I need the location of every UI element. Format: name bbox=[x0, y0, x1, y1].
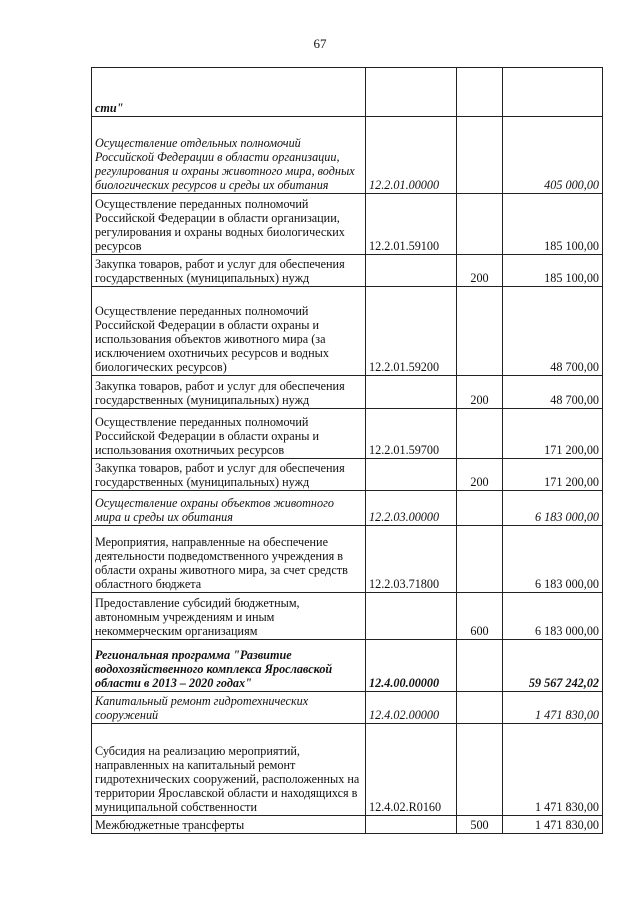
row-code bbox=[366, 459, 457, 491]
row-name: Региональная программа "Развитие водохозяйственного комплекса Ярославской области в 2013 – 2020 годах" bbox=[92, 640, 366, 692]
row-name: Осуществление переданных полномочий Российской Федерации в области охраны и использования охотничьих ресурсов bbox=[92, 409, 366, 459]
row-name: Субсидия на реализацию мероприятий, направленных на капитальный ремонт гидротехнических сооружений, расположенных на территории Ярославской области и находящихся в муниципальной собственности bbox=[92, 724, 366, 816]
row-amount: 59 567 242,02 bbox=[503, 640, 603, 692]
row-amount: 171 200,00 bbox=[503, 459, 603, 491]
row-expense-type: 500 bbox=[457, 816, 503, 834]
row-amount bbox=[503, 68, 603, 117]
row-code bbox=[366, 376, 457, 409]
row-name: Осуществление охраны объектов животного мира и среды их обитания bbox=[92, 491, 366, 526]
table-row bbox=[92, 376, 603, 409]
row-expense-type: 200 bbox=[457, 376, 503, 409]
table-row bbox=[92, 816, 603, 834]
row-expense-type bbox=[457, 724, 503, 816]
table-row bbox=[92, 724, 603, 816]
row-name: Осуществление переданных полномочий Российской Федерации в области охраны и использования объектов животного мира (за исключением охотничьих ресурсов и водных биологических ресурсов) bbox=[92, 287, 366, 376]
row-name: Закупка товаров, работ и услуг для обеспечения государственных (муниципальных) нужд bbox=[92, 459, 366, 491]
row-amount: 171 200,00 bbox=[503, 409, 603, 459]
table-row bbox=[92, 409, 603, 459]
row-expense-type: 200 bbox=[457, 255, 503, 287]
row-expense-type bbox=[457, 117, 503, 194]
row-name: Мероприятия, направленные на обеспечение деятельности подведомственного учреждения в области охраны животного мира, за счет средств областного бюджета bbox=[92, 526, 366, 593]
row-amount: 6 183 000,00 bbox=[503, 593, 603, 640]
row-code: 12.4.02.R0160 bbox=[366, 724, 457, 816]
row-code: 12.2.01.59100 bbox=[366, 194, 457, 255]
row-expense-type bbox=[457, 491, 503, 526]
row-code bbox=[366, 593, 457, 640]
row-amount: 1 471 830,00 bbox=[503, 692, 603, 724]
row-code bbox=[366, 255, 457, 287]
row-expense-type: 600 bbox=[457, 593, 503, 640]
row-code bbox=[366, 68, 457, 117]
row-name: Закупка товаров, работ и услуг для обеспечения государственных (муниципальных) нужд bbox=[92, 376, 366, 409]
row-name: Закупка товаров, работ и услуг для обеспечения государственных (муниципальных) нужд bbox=[92, 255, 366, 287]
row-code: 12.2.03.00000 bbox=[366, 491, 457, 526]
table-row bbox=[92, 459, 603, 491]
row-amount: 6 183 000,00 bbox=[503, 491, 603, 526]
row-amount: 48 700,00 bbox=[503, 376, 603, 409]
row-code: 12.2.01.59200 bbox=[366, 287, 457, 376]
row-expense-type bbox=[457, 409, 503, 459]
row-amount: 1 471 830,00 bbox=[503, 724, 603, 816]
table-row bbox=[92, 117, 603, 194]
table-row bbox=[92, 287, 603, 376]
budget-table-body bbox=[92, 68, 603, 834]
row-amount: 405 000,00 bbox=[503, 117, 603, 194]
table-row bbox=[92, 194, 603, 255]
row-code bbox=[366, 816, 457, 834]
row-name: Капитальный ремонт гидротехнических сооружений bbox=[92, 692, 366, 724]
row-amount: 48 700,00 bbox=[503, 287, 603, 376]
row-expense-type bbox=[457, 640, 503, 692]
row-expense-type bbox=[457, 526, 503, 593]
row-expense-type bbox=[457, 287, 503, 376]
row-name: сти" bbox=[92, 68, 366, 117]
row-name: Осуществление переданных полномочий Российской Федерации в области организации, регулирования и охраны водных биологических ресурсов bbox=[92, 194, 366, 255]
table-row bbox=[92, 68, 603, 117]
row-code: 12.4.00.00000 bbox=[366, 640, 457, 692]
budget-table bbox=[91, 67, 603, 834]
table-row bbox=[92, 491, 603, 526]
row-expense-type bbox=[457, 194, 503, 255]
row-amount: 6 183 000,00 bbox=[503, 526, 603, 593]
row-expense-type bbox=[457, 692, 503, 724]
row-code: 12.2.01.00000 bbox=[366, 117, 457, 194]
table-row bbox=[92, 692, 603, 724]
table-row bbox=[92, 593, 603, 640]
page-number: 67 bbox=[313, 36, 327, 51]
row-code: 12.2.03.71800 bbox=[366, 526, 457, 593]
row-code: 12.2.01.59700 bbox=[366, 409, 457, 459]
row-name: Предоставление субсидий бюджетным, автономным учреждениям и иным некоммерческим организациям bbox=[92, 593, 366, 640]
row-code: 12.4.02.00000 bbox=[366, 692, 457, 724]
row-expense-type: 200 bbox=[457, 459, 503, 491]
table-row bbox=[92, 640, 603, 692]
row-amount: 185 100,00 bbox=[503, 255, 603, 287]
row-amount: 185 100,00 bbox=[503, 194, 603, 255]
row-amount: 1 471 830,00 bbox=[503, 816, 603, 834]
row-expense-type bbox=[457, 68, 503, 117]
table-row bbox=[92, 526, 603, 593]
row-name: Межбюджетные трансферты bbox=[92, 816, 366, 834]
table-row bbox=[92, 255, 603, 287]
row-name: Осуществление отдельных полномочий Российской Федерации в области организации, регулирования и охраны животного мира, водных биологических ресурсов и среды их обитания bbox=[92, 117, 366, 194]
